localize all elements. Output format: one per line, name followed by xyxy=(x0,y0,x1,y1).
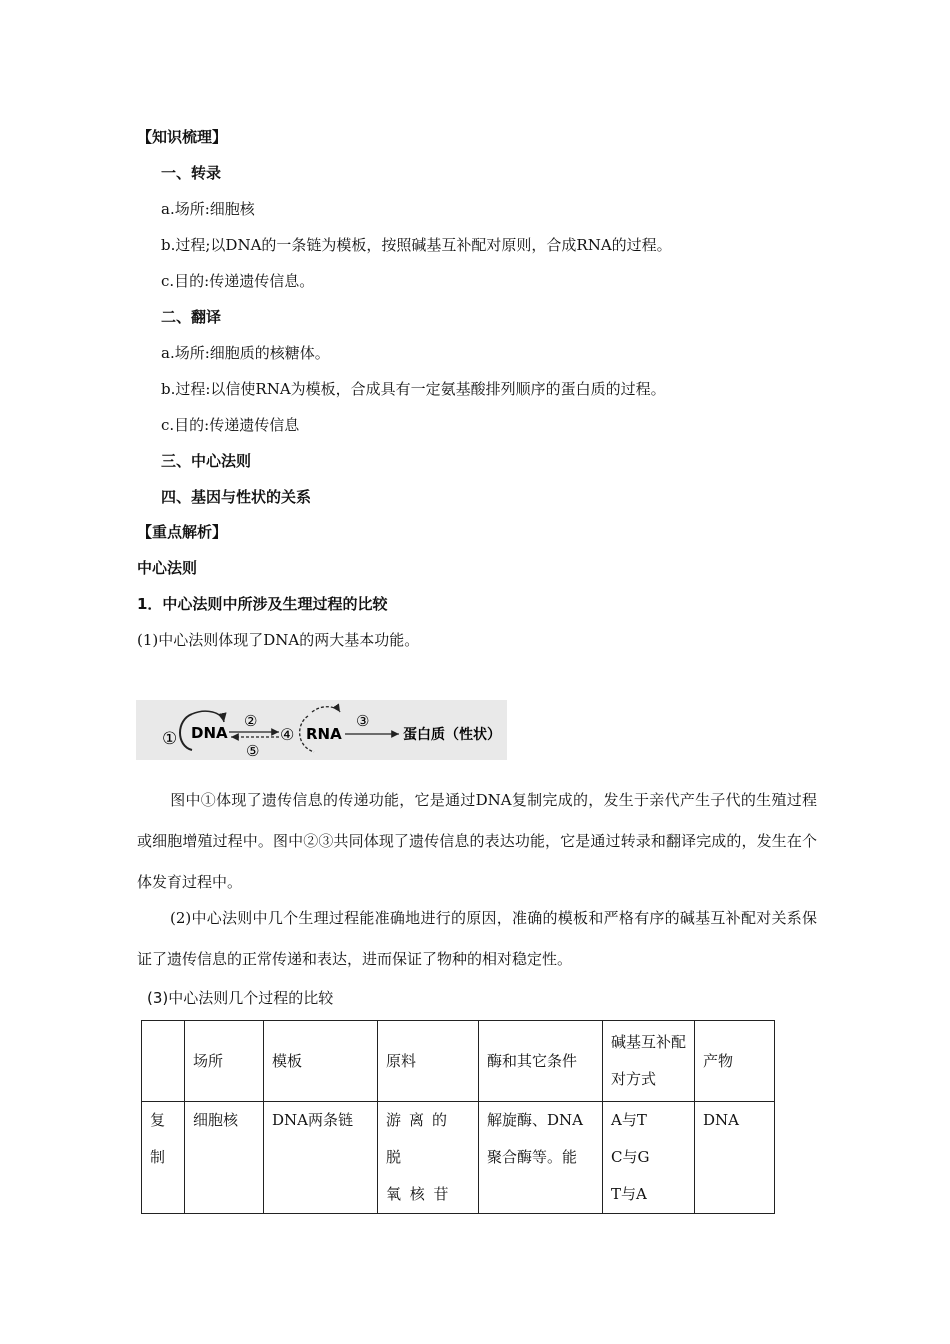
cell-process-line-1: 复 xyxy=(150,1111,166,1129)
protein-label: 蛋白质（性状） xyxy=(403,727,501,743)
cell-process-line-2: 制 xyxy=(150,1148,166,1166)
comparison-title: 1．中心法则中所涉及生理过程的比较 xyxy=(137,595,388,613)
comparison-table xyxy=(141,1020,775,1214)
header-template: 模板 xyxy=(264,1021,378,1102)
cell-pairing-line-1: A与T xyxy=(611,1111,647,1129)
paragraph-function xyxy=(137,780,817,903)
cell-pairing-line-3: T与A xyxy=(611,1185,647,1203)
transcription-place: a.场所:细胞核 xyxy=(161,200,255,218)
label-2: ② xyxy=(244,712,258,730)
paragraph-reason xyxy=(137,898,817,980)
central-dogma-title: 中心法则 xyxy=(137,559,198,577)
translation-heading: 二、翻译 xyxy=(161,308,222,326)
cell-pairing-line-2: C与G xyxy=(611,1148,650,1166)
knowledge-heading: 【知识梳理】 xyxy=(137,128,228,146)
rna-label: RNA xyxy=(306,725,342,743)
comparison-subtitle: (3)中心法则几个过程的比较 xyxy=(147,989,334,1007)
label-3: ③ xyxy=(356,712,370,730)
table-header-row xyxy=(142,1021,775,1102)
translation-process: b.过程:以信使RNA为模板，合成具有一定氨基酸排列顺序的蛋白质的过程。 xyxy=(161,380,666,398)
central-dogma-heading: 三、中心法则 xyxy=(161,452,252,470)
cell-place: 细胞核 xyxy=(185,1102,264,1214)
gene-trait-heading: 四、基因与性状的关系 xyxy=(161,488,312,506)
cell-enzyme-line-2: 聚合酶等。能 xyxy=(487,1148,578,1166)
cell-enzyme-line-1: 解旋酶、DNA xyxy=(487,1111,583,1129)
central-dogma-figure xyxy=(136,700,507,760)
cell-material-line-2: 氧 核 苷 xyxy=(386,1185,451,1203)
cell-enzyme xyxy=(479,1102,603,1214)
central-dogma-diagram xyxy=(136,700,507,760)
transcription-process: b.过程;以DNA的一条链为模板，按照碱基互补配对原则，合成RNA的过程。 xyxy=(161,236,672,254)
label-1: ① xyxy=(162,729,178,749)
cell-material xyxy=(378,1102,479,1214)
translation-purpose: c.目的:传递遗传信息 xyxy=(161,416,300,434)
table-row xyxy=(142,1102,775,1214)
cell-template: DNA两条链 xyxy=(264,1102,378,1214)
transcription-purpose: c.目的:传递遗传信息。 xyxy=(161,272,315,290)
header-pairing: 碱基互补配对方式 xyxy=(603,1021,695,1102)
cell-process xyxy=(142,1102,185,1214)
paragraph-reason-text: (2)中心法则中几个生理过程能准确地进行的原因，准确的模板和严格有序的碱基互补配对关系保证了遗传信息的正常传递和表达，进而保证了物种的相对稳定性。 xyxy=(137,909,817,968)
label-4: ④ xyxy=(280,725,295,744)
header-material: 原料 xyxy=(378,1021,479,1102)
cell-material-line-1: 游离的脱 xyxy=(386,1111,456,1166)
header-enzyme: 酶和其它条件 xyxy=(479,1021,603,1102)
dna-label: DNA xyxy=(191,724,228,742)
translation-place: a.场所:细胞质的核糖体。 xyxy=(161,344,330,362)
paragraph-function-text: 图中①体现了遗传信息的传递功能，它是通过DNA复制完成的，发生于亲代产生子代的生殖过程或细胞增殖过程中。图中②③共同体现了遗传信息的表达功能，它是通过转录和翻译完成的，发生在个体发育过程中。 xyxy=(137,791,817,891)
label-5: ⑤ xyxy=(246,742,260,760)
header-cell-empty xyxy=(142,1021,185,1102)
header-place: 场所 xyxy=(185,1021,264,1102)
rna-replication-arrow xyxy=(312,707,340,712)
key-analysis-heading: 【重点解析】 xyxy=(137,523,228,541)
point-1: (1)中心法则体现了DNA的两大基本功能。 xyxy=(137,631,420,649)
replication-arrow xyxy=(192,711,224,722)
header-product: 产物 xyxy=(695,1021,775,1102)
cell-product: DNA xyxy=(695,1102,775,1214)
cell-pairing xyxy=(603,1102,695,1214)
transcription-heading: 一、转录 xyxy=(161,164,222,182)
